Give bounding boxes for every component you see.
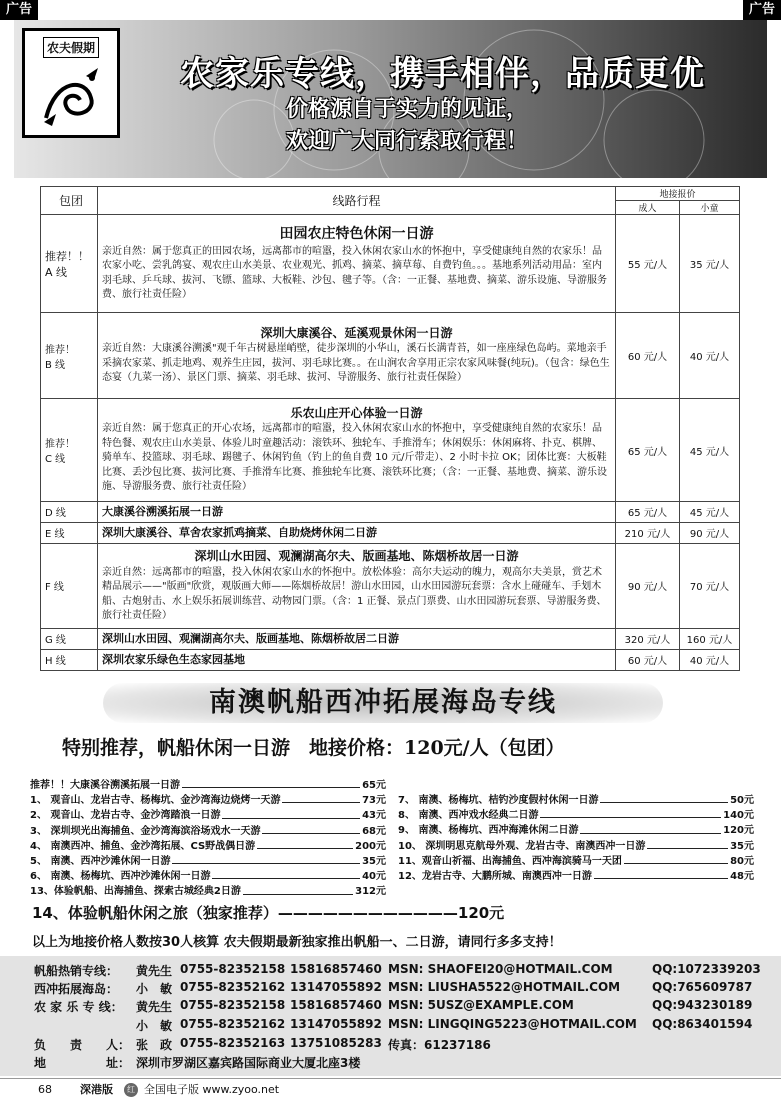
- row-route: 深圳山水田园、观澜湖高尔夫、版画基地、陈烟桥故居二日游: [98, 628, 616, 649]
- row-code: 推荐！ B 线: [41, 313, 98, 399]
- row-code: 推荐！！ A 线: [41, 215, 98, 313]
- row-adult-price: 55 元/人: [616, 215, 680, 313]
- table-row: [41, 399, 740, 502]
- list-item: 10、 深圳明思克航母外观、龙岩古寺、南澳西冲一日游 35元: [398, 840, 754, 852]
- row-code: H 线: [41, 649, 98, 670]
- banner-sub1: 价格源自于实力的见证，: [286, 97, 529, 122]
- routes-table: [40, 186, 740, 671]
- tour-list-right: [398, 793, 754, 884]
- row-adult-price: 90 元/人: [616, 543, 680, 628]
- ad-tag-right: 广告: [743, 0, 781, 20]
- row-child-price: 160 元/人: [680, 628, 740, 649]
- row-route: 深圳农家乐绿色生态家园基地: [98, 649, 616, 670]
- row-adult-price: 60 元/人: [616, 649, 680, 670]
- list-item: 4、 南澳西冲、捕鱼、金沙湾拓展、CS野战偶日游 200元: [30, 840, 386, 852]
- list-item: 5、 南澳、西冲沙滩休闲一日游 35元: [30, 856, 386, 868]
- row-adult-price: 60 元/人: [616, 313, 680, 399]
- header-group: 包团: [41, 187, 98, 215]
- edition: 深港版: [80, 1083, 113, 1096]
- special-recommend: 特别推荐，帆船休闲一日游 地接价格：120元/人（包团）: [62, 737, 565, 759]
- table-row: [41, 628, 740, 649]
- list-item: 12、龙岩古寺、大鹏所城、南澳西冲一日游 48元: [398, 871, 754, 883]
- list-item: 8、 南澳、西冲戏水经典二日游 140元: [398, 810, 754, 822]
- table-row: [41, 313, 740, 399]
- list-item: 1、 观音山、龙岩古寺、杨梅坑、金沙湾海边烧烤一天游 73元: [30, 795, 386, 807]
- header-child: 小童: [680, 201, 740, 215]
- row-route: 大康溪谷溯溪拓展一日游: [98, 502, 616, 523]
- nanao-title-banner: [103, 683, 663, 723]
- list-item: 2、 观音山、龙岩古寺、金沙湾踏浪一日游 43元: [30, 810, 386, 822]
- price-notice: 以上为地接价格人数按30人核算 农夫假期最新独家推出帆船一、二日游，请同行多多支持！: [32, 935, 562, 950]
- dragon-icon: [36, 58, 106, 130]
- row-child-price: 90 元/人: [680, 522, 740, 543]
- row-route: 乐农山庄开心体验一日游 亲近自然：属于您真正的开心农场，远离都市的喧嚣，投入休闲农家山水的怀抱中，享受健康纯自然的农家乐！品特色餐、观农庄山水美景、体验儿时童趣活动：滚铁环、独轮车、手推滑车；休闲娱乐：休闲麻将、扑克、棋牌、骑单车、投篮球、羽毛球、踢毽子、休闲钓鱼（钓上的鱼自费 10 元/斤带走）、2 小时卡拉 OK；团体比赛：大板鞋比赛、丢沙包比赛、拔河比赛、手推滑车比赛、推独轮车比赛、滚铁环比赛；（含：一正餐、基地费、摘菜、游乐设施、导游服务费、旅行社责任险）: [98, 399, 616, 502]
- list-item: 3、 深圳坝光出海捕鱼、金沙湾海滨浴场戏水一天游 68元: [30, 825, 386, 837]
- row-code: F 线: [41, 543, 98, 628]
- table-row: [41, 543, 740, 628]
- row-code: 推荐！ C 线: [41, 399, 98, 502]
- tour-list-left: [30, 778, 386, 900]
- table-row: [41, 649, 740, 670]
- row-code: G 线: [41, 628, 98, 649]
- list-item: 13、体验帆船、出海捕鱼、探索古城经典2日游 312元: [30, 886, 386, 898]
- header-price: 地接报价: [616, 187, 740, 201]
- list-item: 11、观音山祈福、出海捕鱼、西冲海滨骑马一天团 80元: [398, 855, 754, 867]
- badge-icon: 红: [124, 1083, 138, 1097]
- nanao-title: 南澳帆船西冲拓展海岛专线: [209, 687, 557, 718]
- table-row: [41, 522, 740, 543]
- table-header-row: [41, 187, 740, 201]
- footer: [0, 1078, 781, 1100]
- page-number: 68: [38, 1083, 52, 1096]
- row-code: D 线: [41, 502, 98, 523]
- logo: [22, 28, 120, 138]
- row-child-price: 35 元/人: [680, 215, 740, 313]
- row-child-price: 70 元/人: [680, 543, 740, 628]
- site-link[interactable]: 全国电子版 www.zyoo.net: [144, 1083, 280, 1096]
- row-route: 深圳山水田园、观澜湖高尔夫、版画基地、陈烟桥故居一日游 亲近自然：远离都市的喧嚣，投入休闲农家山水的怀抱中。放松体验：高尔夫运动的魄力，观高尔夫美景，赏艺术精品展示——"版画"欣赏，观版画大师——陈烟桥故居！游山水田园，山水田园游玩套票：含水上碰碰车、手划木船、古炮射击、水上娱乐拓展训练营、动物园门票。（含：1 正餐、景点门票费、山水田园游玩套票、导游服务费、旅行社责任险）: [98, 543, 616, 628]
- row-adult-price: 210 元/人: [616, 522, 680, 543]
- header-route: 线路行程: [98, 187, 616, 215]
- row-adult-price: 320 元/人: [616, 628, 680, 649]
- row-child-price: 45 元/人: [680, 502, 740, 523]
- row-route: 田园农庄特色休闲一日游 亲近自然：属于您真正的田园农场，远离都市的喧嚣，投入休闲农家山水的怀抱中，享受健康纯自然的农家乐！品农家小吃、尝乳鸽宴、观农庄山水美景、农业观光、抓鸡、摘菜、摘草莓、自费钓鱼。。。基地系列活动用品：室内羽毛球、乒乓球、拔河、飞镖、篮球、大板鞋、沙包、毽子等。（含：一正餐、基地费、摘菜、游乐设施、导游服务费、旅行社责任险）: [98, 215, 616, 313]
- row-route: 深圳大康溪谷、草舍农家抓鸡摘菜、自助烧烤休闲二日游: [98, 522, 616, 543]
- list-item: 9、 南澳、杨梅坑、西冲海滩休闲二日游 120元: [398, 825, 754, 837]
- table-row: [41, 215, 740, 313]
- table-row: [41, 502, 740, 523]
- header-adult: 成人: [616, 201, 680, 215]
- row-child-price: 40 元/人: [680, 313, 740, 399]
- item-14: 14、体验帆船休闲之旅（独家推荐）————————————120元: [32, 904, 505, 922]
- list-item: 推荐！！大康溪谷溯溪拓展一日游 65元: [30, 780, 386, 791]
- row-route: 深圳大康溪谷、延溪观景休闲一日游 亲近自然：大康溪谷溯溪"观千年古树悬崖峭壁，徒步深圳的小华山，溪石长满青苔，如一座座绿色岛屿。菜地亲手采摘农家菜、抓走地鸡、观养生庄园，拔河、羽毛球比赛。。在山涧农舍享用正宗农家风味餐(纯玩)。（包含：绿色生态宴（九菜一汤）、景区门票、摘菜、羽毛球、拔河、导游服务、旅行社责任保险）: [98, 313, 616, 399]
- row-code: E 线: [41, 522, 98, 543]
- row-child-price: 45 元/人: [680, 399, 740, 502]
- list-item: 7、 南澳、杨梅坑、桔钓沙度假村休闲一日游 50元: [398, 795, 754, 806]
- list-item: 6、 南澳、杨梅坑、西冲沙滩休闲一日游 40元: [30, 871, 386, 883]
- contact-section: 帆船热销专线： 黄先生 0755-82352158 15816857460 MSN: SHAOFEI20@HOTMAIL.COM QQ:1072339203 西冲拓展海岛： 小 敏 0755-82352162 13147055892 MSN: LIUSHA5522@HOTMAIL.COM QQ:765609787 农 家 乐 专 线： 黄先生 0755-82352158 15816857460 MSN: 5USZ@EXAMPLE.COM QQ:943230189 小 敏 0755-82352162 13147055892 MSN: LINGQING5223@HOTMAIL.COM QQ:863401594 负 责 人： 张 政 0755-82352163 13751085283 传真：61237186 地 址： 深圳市罗湖区嘉宾路国际商业大厦北座3楼: [0, 956, 781, 1076]
- banner-headline: 农家乐专线，携手相伴，品质更优: [180, 54, 705, 94]
- row-adult-price: 65 元/人: [616, 502, 680, 523]
- row-child-price: 40 元/人: [680, 649, 740, 670]
- ad-tag-left: 广告: [0, 0, 38, 20]
- row-adult-price: 65 元/人: [616, 399, 680, 502]
- logo-text: 农夫假期: [43, 37, 99, 58]
- banner-sub2: 欢迎广大同行索取行程！: [286, 129, 529, 154]
